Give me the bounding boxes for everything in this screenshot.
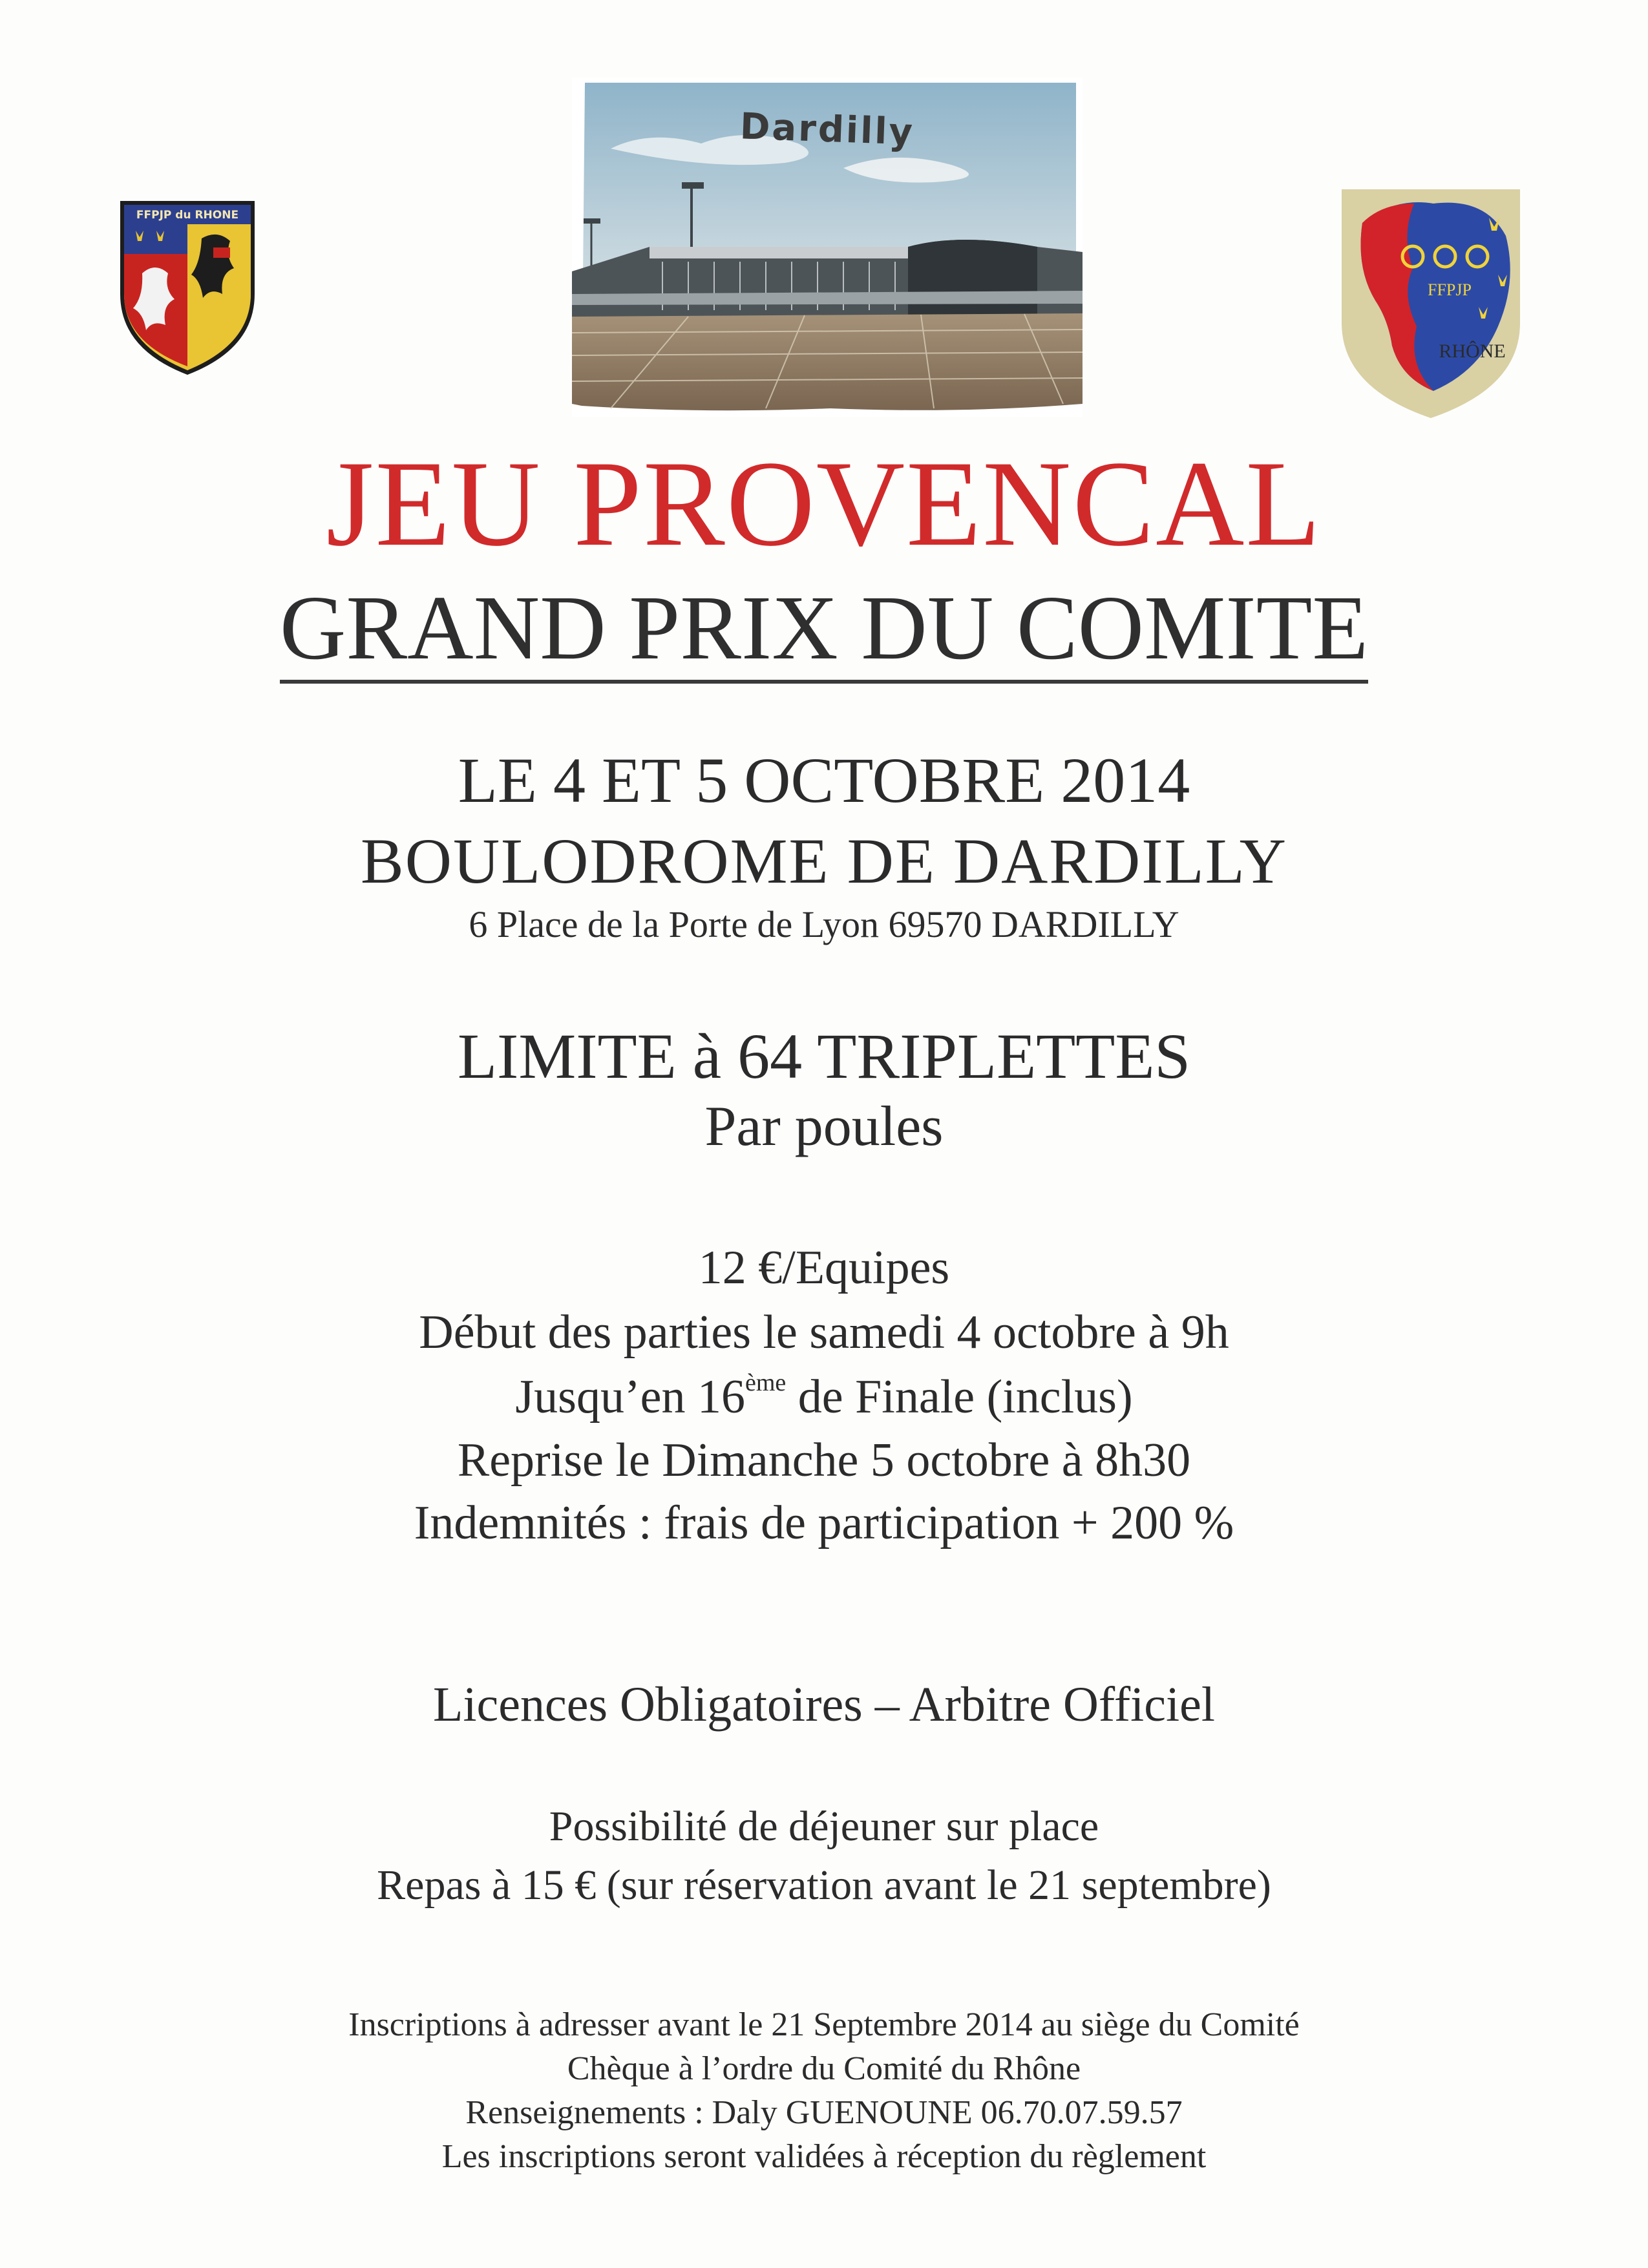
team-limit: LIMITE à 64 TRIPLETTES: [457, 1020, 1191, 1092]
entry-fee: 12 €/Equipes: [698, 1241, 950, 1294]
svg-text:FFPJP du RHONE: FFPJP du RHONE: [136, 209, 239, 222]
play-until-prefix: Jusqu’en 16: [515, 1370, 745, 1423]
svg-text:FFPJP: FFPJP: [1428, 280, 1472, 299]
meal-price: Repas à 15 € (sur réservation avant le 21 septembre): [377, 1862, 1271, 1909]
registration-validation: Les inscriptions seront validées à réception du règlement: [441, 2138, 1207, 2175]
shield-icon: [1336, 184, 1525, 422]
event-dates: LE 4 ET 5 OCTOBRE 2014: [458, 744, 1190, 816]
ffpjp-rhone-crest-left: [116, 197, 259, 378]
start-time: Début des parties le samedi 4 octobre à 9h: [419, 1306, 1229, 1359]
play-until-suffix: de Finale (inclus): [786, 1370, 1133, 1423]
licences-notice: Licences Obligatoires – Arbitre Officiel: [433, 1677, 1215, 1732]
indemnities: Indemnités : frais de participation + 200 %: [414, 1496, 1234, 1549]
ffpjp-rhone-crest-right: [1336, 184, 1525, 422]
svg-text:RHÔNE: RHÔNE: [1439, 341, 1506, 362]
registration-cheque: Chèque à l’ordre du Comité du Rhône: [567, 2050, 1081, 2087]
venue-address: 6 Place de la Porte de Lyon 69570 DARDILLY: [469, 903, 1179, 945]
event-title: JEU PROVENCAL: [326, 436, 1322, 572]
play-until: [0, 1369, 1648, 1423]
photo-caption: Dardilly: [739, 105, 916, 154]
play-until-ordinal: ème: [745, 1369, 787, 1396]
event-subtitle: GRAND PRIX DU COMITE: [280, 582, 1368, 684]
shield-icon: [116, 197, 259, 378]
event-subtitle-block: [0, 576, 1648, 684]
venue-name: BOULODROME DE DARDILLY: [361, 825, 1287, 897]
competition-format: Par poules: [704, 1095, 944, 1158]
registration-contact: Renseignements : Daly GUENOUNE 06.70.07.59.57: [465, 2094, 1183, 2131]
boulodrome-photo: [572, 78, 1083, 417]
restart-time: Reprise le Dimanche 5 octobre à 8h30: [457, 1434, 1191, 1487]
lunch-notice: Possibilité de déjeuner sur place: [549, 1803, 1099, 1850]
registration-deadline: Inscriptions à adresser avant le 21 Septembre 2014 au siège du Comité: [348, 2006, 1300, 2043]
